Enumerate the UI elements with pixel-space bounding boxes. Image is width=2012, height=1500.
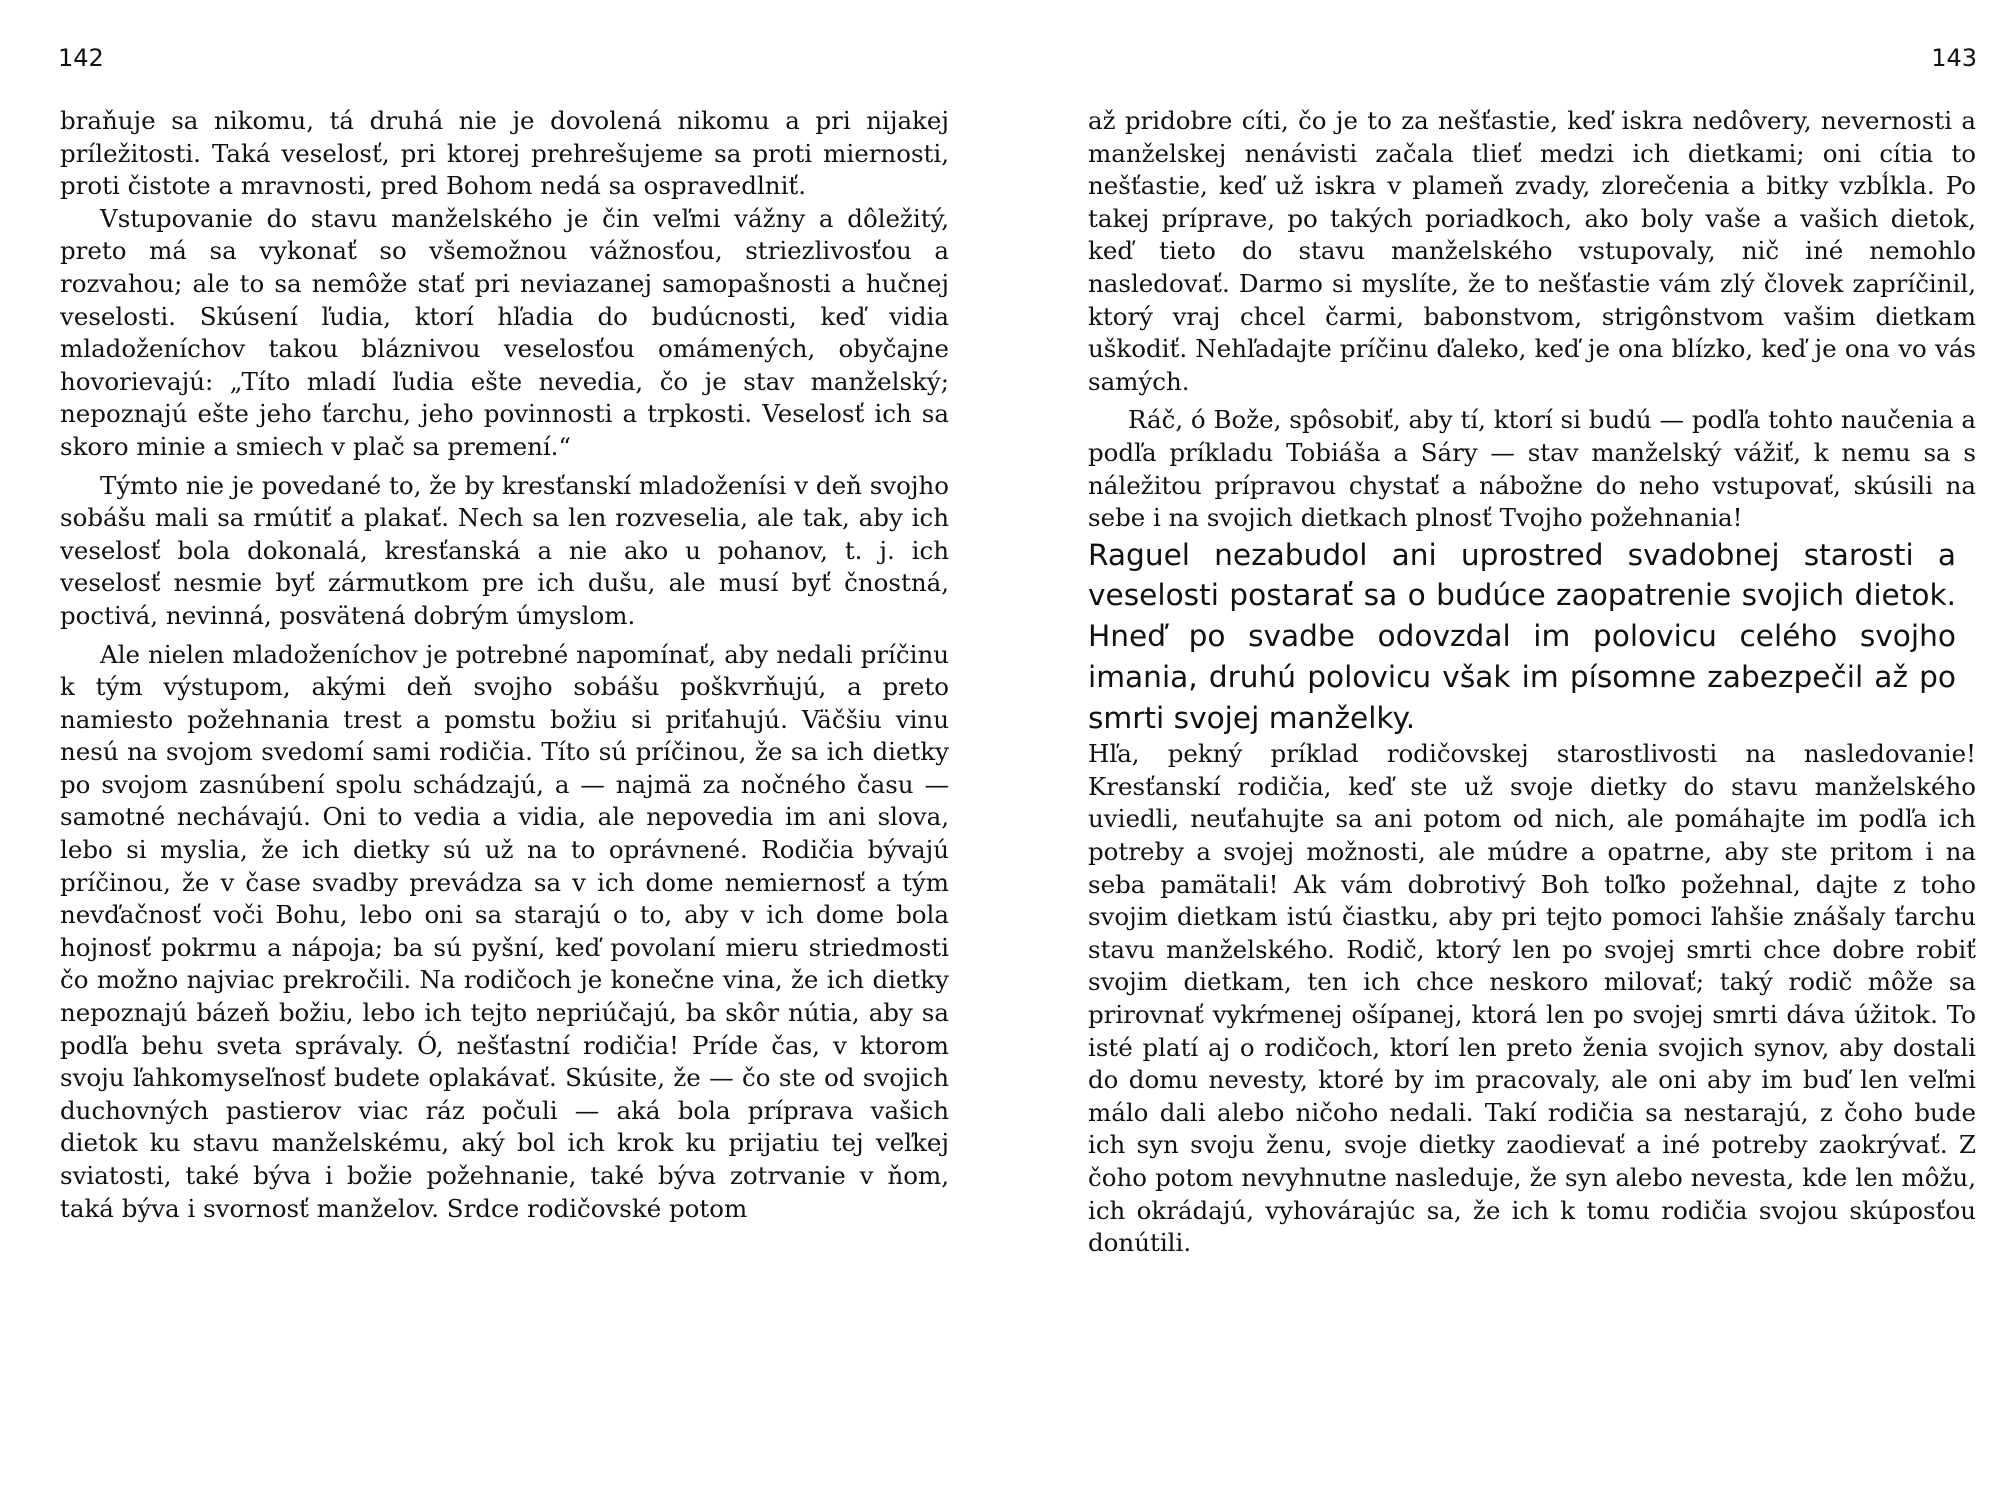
page-number-right: 143	[1931, 44, 1977, 72]
paragraph: Hľa, pekný príklad rodičovskej starostlivosti na nasledovanie! Kresťanskí rodičia, keď ste už svoje dietky do stavu manželského uviedli, neuťahujte sa ani potom od nich, ale pomáhajte im podľa ich potreby a svojej možnosti, ale múdre a opatrne, aby ste pritom i na seba pamätali! Ak vám dobrotivý Boh toľko požehnal, dajte z toho svojim dietkam istú čiastku, aby pri tejto pomoci ľahšie znášaly ťarchu stavu manželského. Rodič, ktorý len po svojej smrti chce dobre robiť svojim dietkam, ten ich chce neskoro milovať; taký rodič môže sa prirovnať vykŕmenej ošípanej, ktorá len po svojej smrti dáva úžitok. To isté platí aj o rodičoch, ktorí len preto ženia svojich synov, aby dostali do domu nevesty, ktoré by im pracovaly, ale oni aby im buď len veľmi málo dali alebo ničoho nedali. Takí rodičia sa nestarajú, z čoho bude ich syn svoju ženu, svoje dietky zaodievať a iné potreby zaokrývať. Z čoho potom nevyhnutne nasleduje, že syn alebo nevesta, kde len môžu, ich okrádajú, vyhovárajúc sa, že ich k tomu rodičia svojou skúposťou donútili.	[1088, 739, 1976, 1258]
chapter-summary: Raguel nezabudol ani uprostred svadobnej starosti a veselosti postarať sa o budúce zaopatrenie svojich dietok. Hneď po svadbe odovzdal im polovicu celého svojho imania, druhú polovicu však im písomne zabezpečil až po smrti svojej manželky.	[1088, 537, 1956, 735]
right-page	[1006, 0, 2012, 1500]
paragraph: Týmto nie je povedané to, že by kresťanskí mladoženísi v deň svojho sobášu mali sa rmútiť a plakať. Nech sa len rozveselia, ale tak, aby ich veselosť bola dokonalá, kresťanská a nie ako u pohanov, t. j. ich veselosť nesmie byť zármutkom pre ich dušu, ale musí byť čnostná, poctivá, nevinná, posvätená dobrým úmyslom.	[60, 470, 949, 630]
paragraph: Ráč, ó Bože, spôsobiť, aby tí, ktorí si budú — podľa tohto naučenia a podľa príkladu Tobiáša a Sáry — stav manželský vážiť, k nemu sa s náležitou prípravou chystať a nábožne do neho vstupovať, skúsili na sebe i na svojich dietkach plnosť Tvojho požehnania!	[1088, 405, 1976, 533]
left-page	[0, 0, 1000, 1500]
left-page-text	[60, 105, 949, 1225]
paragraph: braňuje sa nikomu, tá druhá nie je dovolená nikomu a pri nijakej príležitosti. Taká veselosť, pri ktorej prehrešujeme sa proti miernosti, proti čistote a mravnosti, pred Bohom nedá sa ospravedlniť.	[60, 106, 949, 201]
paragraph: až pridobre cíti, čo je to za nešťastie, keď iskra nedôvery, nevernosti a manželskej nenávisti začala tlieť medzi ich dietkami; oni cítia to nešťastie, keď už iskra v plameň zvady, zlorečenia a bitky vzbĺkla. Po takej príprave, po takých poriadkoch, ako boly vaše a vašich dietok, keď tieto do stavu manželského vstupovaly, nič iné nemohlo nasledovať. Darmo si myslíte, že to nešťastie vám zlý človek zapríčinil, ktorý vraj chcel čarmi, babonstvom, strigônstvom vašim dietkam uškodiť. Nehľadajte príčinu ďaleko, keď je ona blízko, keď je ona vo vás samých.	[1088, 106, 1976, 396]
right-page-text	[1088, 105, 1976, 1260]
paragraph: Ale nielen mladoženíchov je potrebné napomínať, aby nedali príčinu k tým výstupom, akými deň svojho sobášu poškvrňujú, a preto namiesto požehnania trest a pomstu božiu si priťahujú. Väčšiu vinu nesú na svojom svedomí sami rodičia. Títo sú príčinou, že sa ich dietky po svojom zasnúbení spolu schádzajú, a — najmä za nočného času — samotné nechávajú. Oni to vedia a vidia, ale nepovedia im ani slova, lebo si myslia, že ich dietky sú už na to oprávnené. Rodičia bývajú príčinou, že v čase svadby prevádza sa v ich dome nemiernosť a tým nevďačnosť voči Bohu, lebo oni sa starajú o to, aby v ich dome bola hojnosť pokrmu a nápoja; ba sú pyšní, keď povolaní mieru striedmosti čo možno najviac prekročili. Na rodičoch je konečne vina, že ich dietky nepoznajú bázeň božiu, lebo ich tejto nepriúčajú, ba skôr nútia, aby sa podľa behu sveta správaly. Ó, nešťastní rodičia! Príde čas, v ktorom svoju ľahkomyseľnosť budete oplakávať. Skúsite, že — čo ste od svojich duchovných pastierov viac ráz počuli — aká bola príprava vašich dietok ku stavu manželskému, aký bol ich krok ku prijatiu tej veľkej sviatosti, také býva i božie požehnanie, také býva zotrvanie v ňom, taká býva i svornosť manželov. Srdce rodičovské potom	[60, 639, 949, 1223]
paragraph: Vstupovanie do stavu manželského je čin veľmi vážny a dôležitý, preto má sa vykonať so všemožnou vážnosťou, striezlivosťou a rozvahou; ale to sa nemôže stať pri neviazanej samopašnosti a hučnej veselosti. Skúsení ľudia, ktorí hľadia do budúcnosti, keď vidia mladoženíchov takou bláznivou veselosťou omámených, obyčajne hovorievajú: „Títo mladí ľudia ešte nevedia, čo je stav manželský; nepoznajú ešte jeho ťarchu, jeho povinnosti a trpkosti. Veselosť ich sa skoro minie a smiech v plač sa premení.“	[60, 203, 949, 461]
page-number-left: 142	[58, 44, 104, 72]
